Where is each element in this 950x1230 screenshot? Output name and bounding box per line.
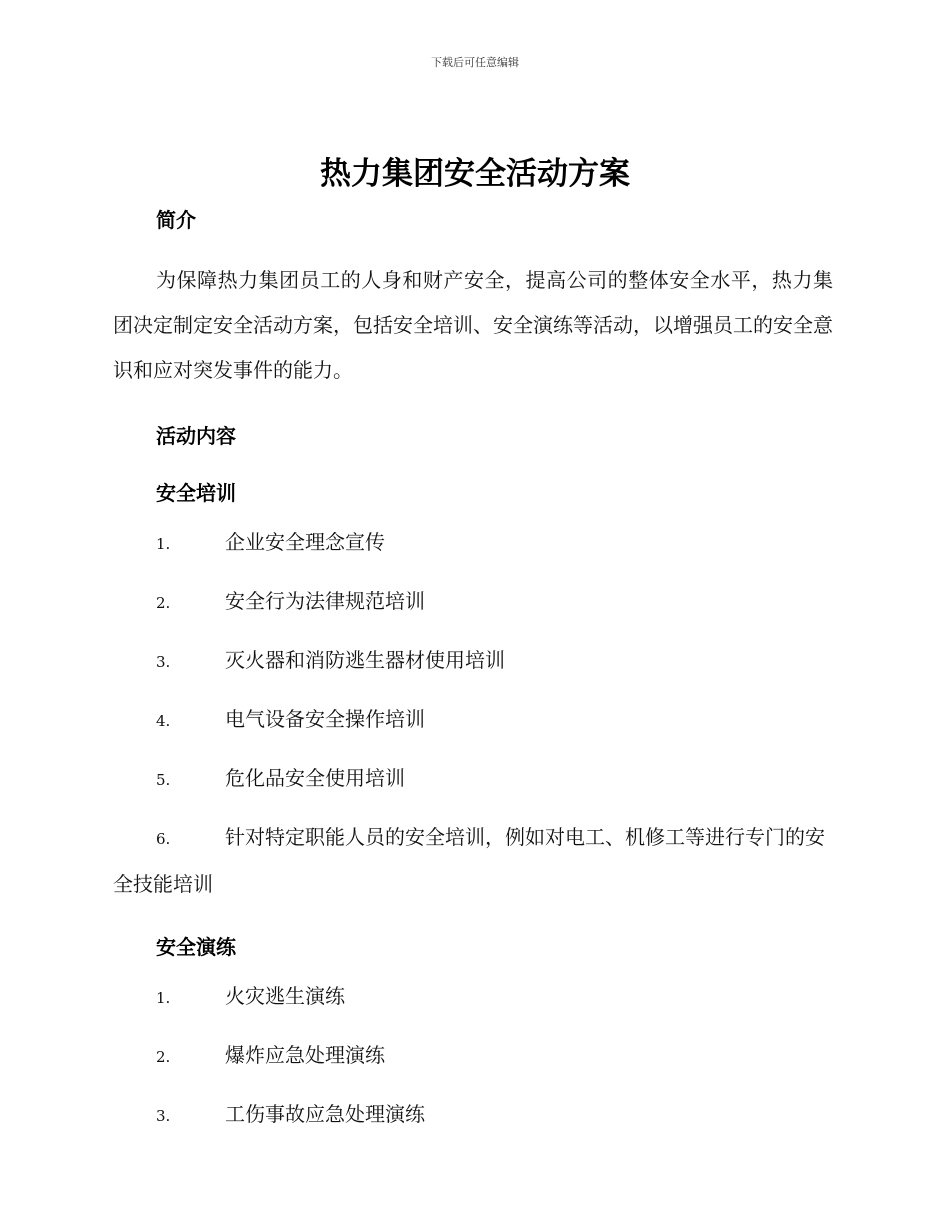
intro-heading: 简介 (156, 208, 196, 232)
list-item (113, 579, 833, 626)
content-heading: 活动内容 (156, 424, 236, 448)
list-item (113, 815, 833, 907)
list-text: 电气设备安全操作培训 (225, 707, 425, 731)
list-text: 针对特定职能人员的安全培训，例如对电工、机修工等进行专门的安全技能培训 (113, 825, 825, 896)
list-text: 企业安全理念宣传 (225, 530, 385, 554)
list-number: 5. (156, 771, 171, 789)
list-number: 1. (156, 535, 171, 553)
list-item (113, 520, 833, 567)
list-text: 安全行为法律规范培训 (225, 589, 425, 613)
list-number: 3. (156, 1107, 171, 1125)
document-body (113, 204, 833, 1139)
list-item (113, 974, 833, 1021)
list-number: 2. (156, 594, 171, 612)
list-number: 1. (156, 989, 171, 1007)
training-list (113, 520, 833, 907)
document-title: 热力集团安全活动方案 (320, 156, 630, 192)
intro-paragraph: 为保障热力集团员工的人身和财产安全，提高公司的整体安全水平，热力集团决定制定安全活动方案，包括安全培训、安全演练等活动，以增强员工的安全意识和应对突发事件的能力。 (113, 268, 833, 382)
list-number: 4. (156, 712, 171, 730)
drill-heading: 安全演练 (156, 935, 236, 959)
list-item (113, 697, 833, 744)
list-text: 灭火器和消防逃生器材使用培训 (225, 648, 505, 672)
list-text: 火灾逃生演练 (225, 984, 345, 1008)
list-number: 2. (156, 1048, 171, 1066)
list-text: 危化品安全使用培训 (225, 766, 405, 790)
list-item (113, 1033, 833, 1080)
drill-list (113, 974, 833, 1139)
list-item (113, 756, 833, 803)
list-number: 6. (156, 830, 171, 848)
list-item (113, 1092, 833, 1139)
list-text: 工伤事故应急处理演练 (225, 1102, 425, 1126)
training-heading: 安全培训 (156, 481, 236, 505)
list-text: 爆炸应急处理演练 (225, 1043, 385, 1067)
list-item (113, 638, 833, 685)
page-header-note: 下载后可任意编辑 (431, 56, 519, 69)
list-number: 3. (156, 653, 171, 671)
